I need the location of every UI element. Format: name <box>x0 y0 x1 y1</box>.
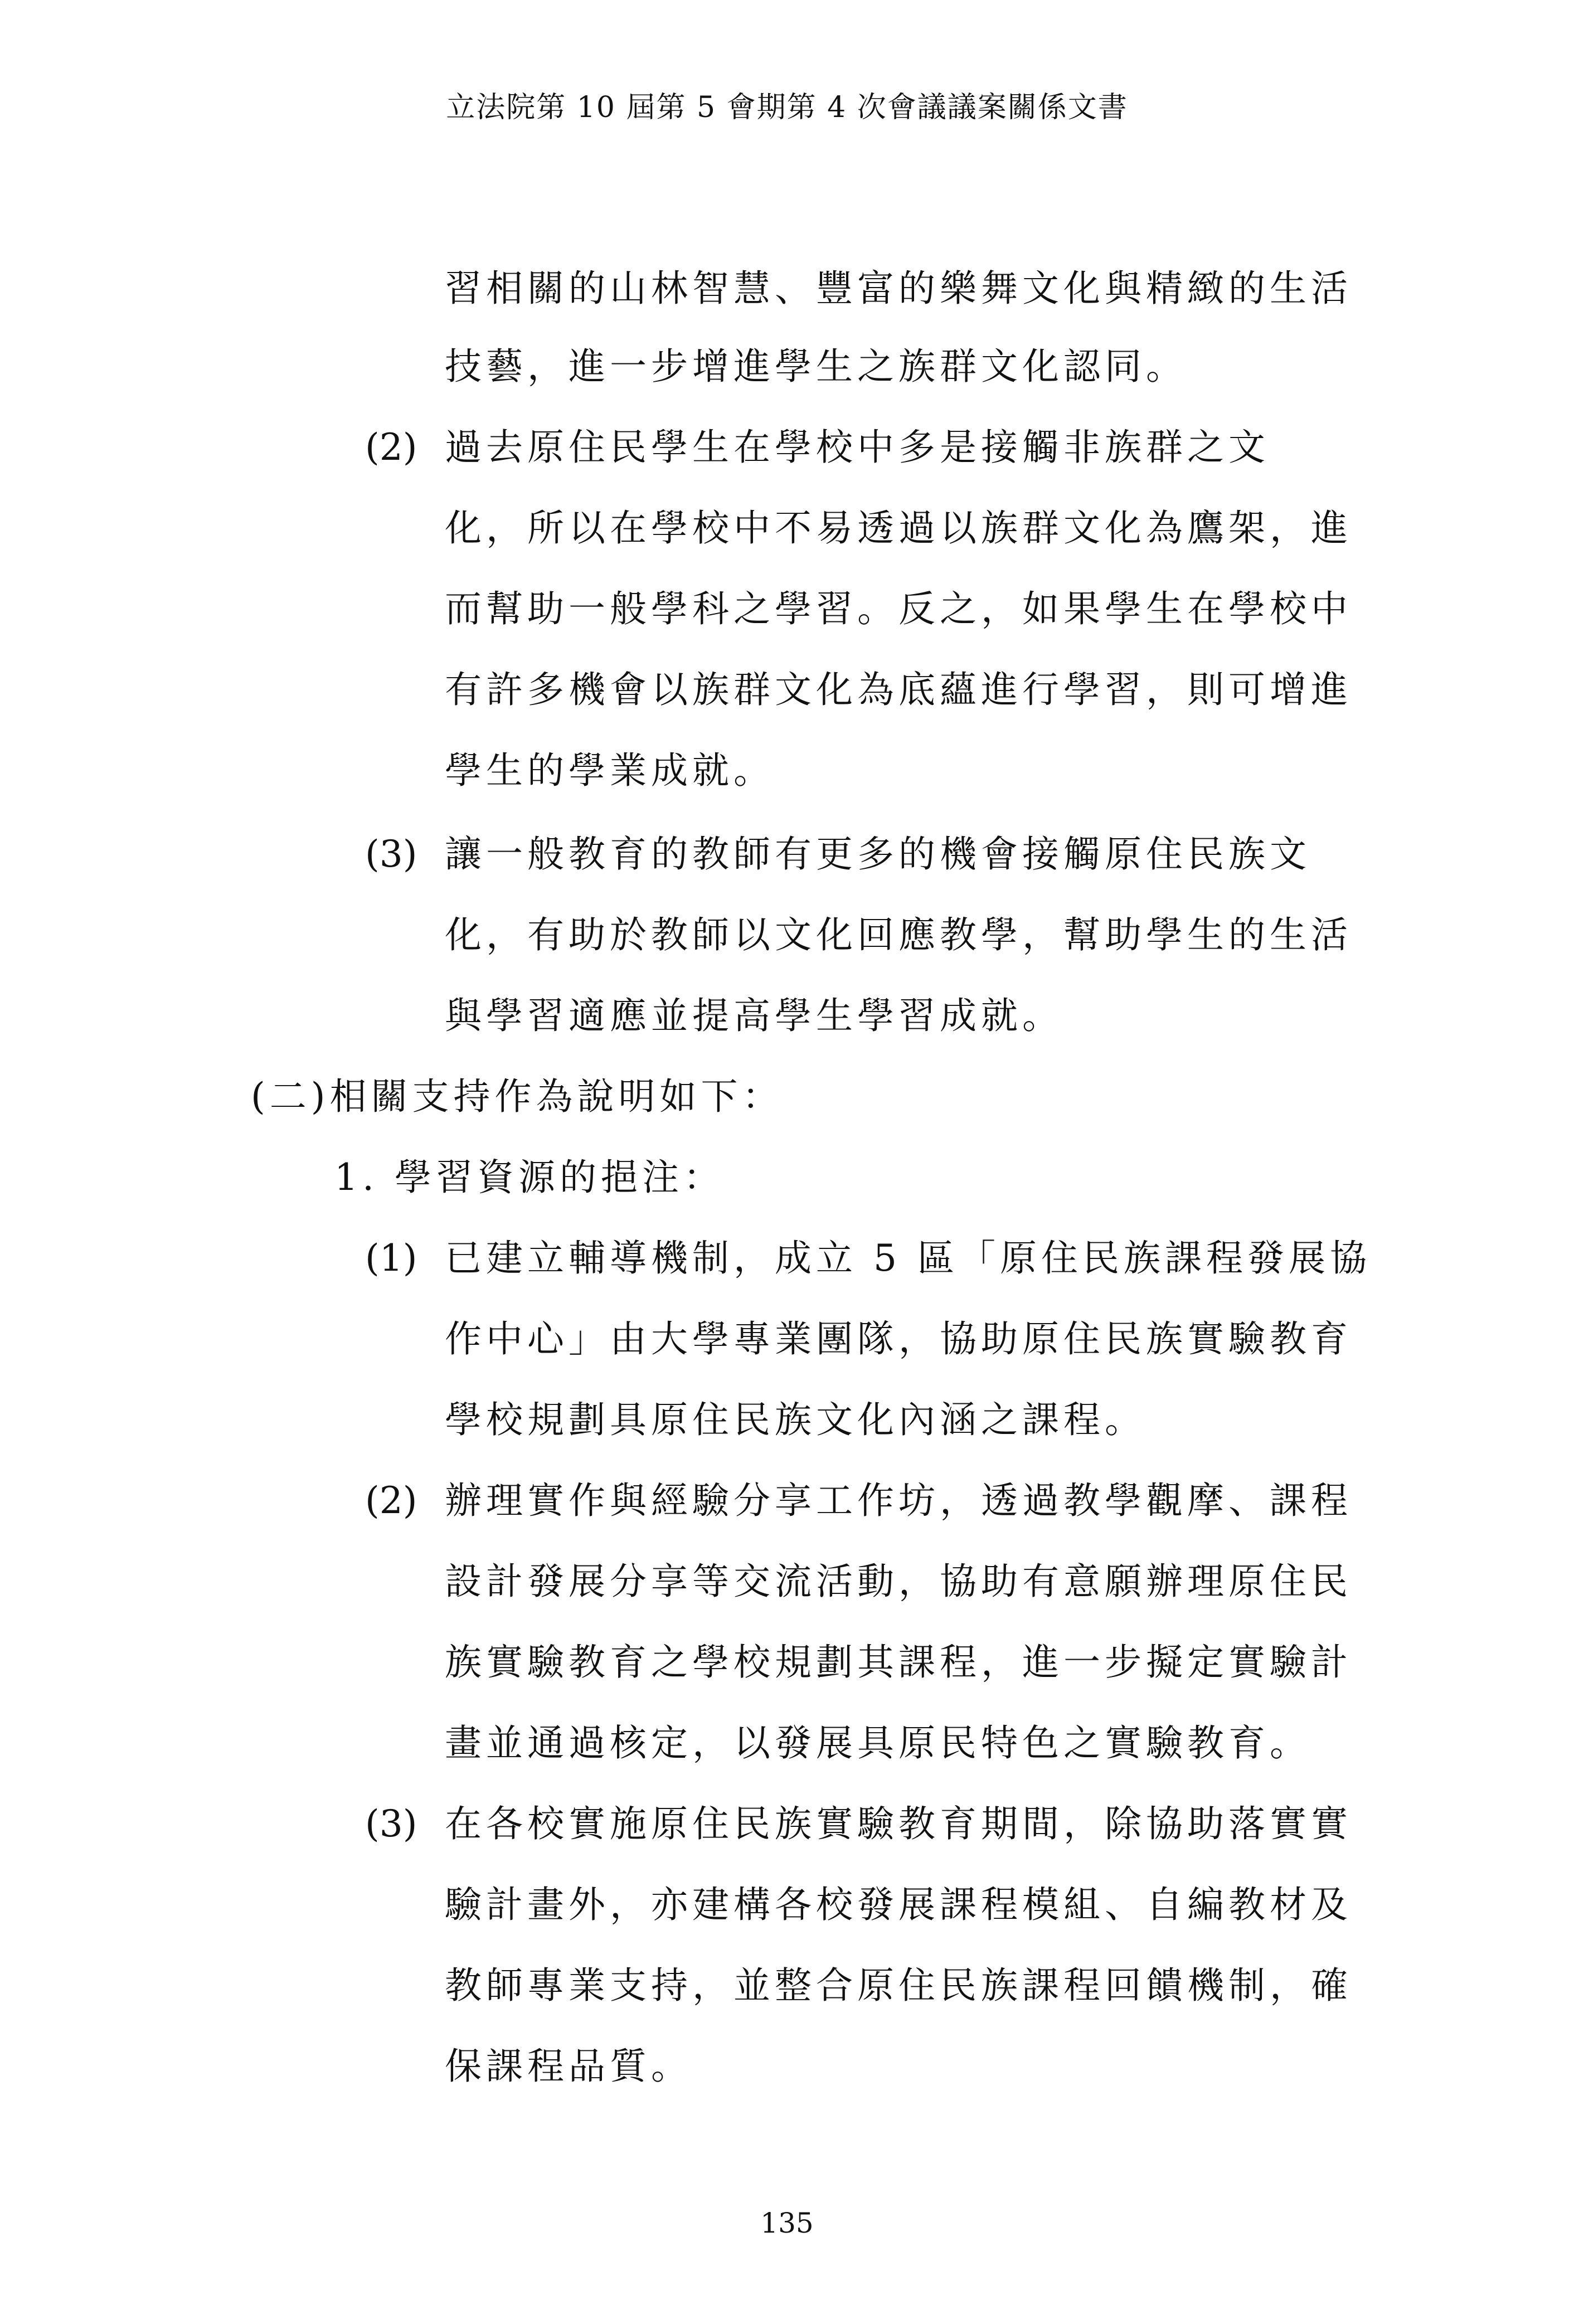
paragraph-line: 讓一般教育的教師有更多的機會接觸原住民族文 <box>445 833 1311 876</box>
paragraph-line: 驗計畫外，亦建構各校發展課程模組、自編教材及 <box>445 1883 1352 1926</box>
paragraph-line: 化，有助於教師以文化回應教學，幫助學生的生活 <box>445 913 1352 956</box>
paragraph-line: 在各校實施原住民族實驗教育期間，除協助落實實 <box>445 1802 1352 1845</box>
paragraph-line: 畫並通過核定，以發展具原民特色之實驗教育。 <box>445 1722 1311 1764</box>
paragraph-line: 學生的學業成就。 <box>445 749 775 792</box>
paragraph-line: 與學習適應並提高學生學習成就。 <box>445 994 1063 1037</box>
list-marker: (2) <box>365 1479 417 1522</box>
paragraph-line: 作中心」由大學專業團隊，協助原住民族實驗教育 <box>445 1317 1352 1360</box>
list-marker: (1) <box>365 1237 417 1280</box>
paragraph-line: 過去原住民學生在學校中多是接觸非族群之文 <box>445 426 1270 469</box>
paragraph-line: 辦理實作與經驗分享工作坊，透過教學觀摩、課程 <box>445 1479 1352 1522</box>
page-number: 135 <box>760 2207 814 2239</box>
subsection-heading: 1. 學習資源的挹注： <box>334 1156 725 1199</box>
paragraph-line: 族實驗教育之學校規劃其課程，進一步擬定實驗計 <box>445 1641 1352 1684</box>
section-heading: (二)相關支持作為說明如下： <box>251 1075 784 1118</box>
list-marker: (3) <box>365 833 417 876</box>
paragraph-line: 已建立輔導機制，成立 5 區「原住民族課程發展協 <box>445 1237 1371 1280</box>
paragraph-line: 習相關的山林智慧、豐富的樂舞文化與精緻的生活 <box>445 267 1352 310</box>
paragraph-line: 保課程品質。 <box>445 2045 692 2088</box>
paragraph-line: 學校規劃具原住民族文化內涵之課程。 <box>445 1398 1146 1441</box>
paragraph-line: 化，所以在學校中不易透過以族群文化為鷹架，進 <box>445 507 1352 550</box>
paragraph-line: 技藝，進一步增進學生之族群文化認同。 <box>445 345 1187 388</box>
paragraph-line: 有許多機會以族群文化為底蘊進行學習，則可增進 <box>445 668 1352 711</box>
paragraph-line: 而幫助一般學科之學習。反之，如果學生在學校中 <box>445 587 1352 630</box>
list-marker: (3) <box>365 1802 417 1845</box>
list-marker: (2) <box>365 426 417 469</box>
paragraph-line: 設計發展分享等交流活動，協助有意願辦理原住民 <box>445 1560 1352 1603</box>
paragraph-line: 教師專業支持，並整合原住民族課程回饋機制，確 <box>445 1964 1352 2007</box>
document-header: 立法院第 10 屆第 5 會期第 4 次會議議案關係文書 <box>446 91 1128 124</box>
